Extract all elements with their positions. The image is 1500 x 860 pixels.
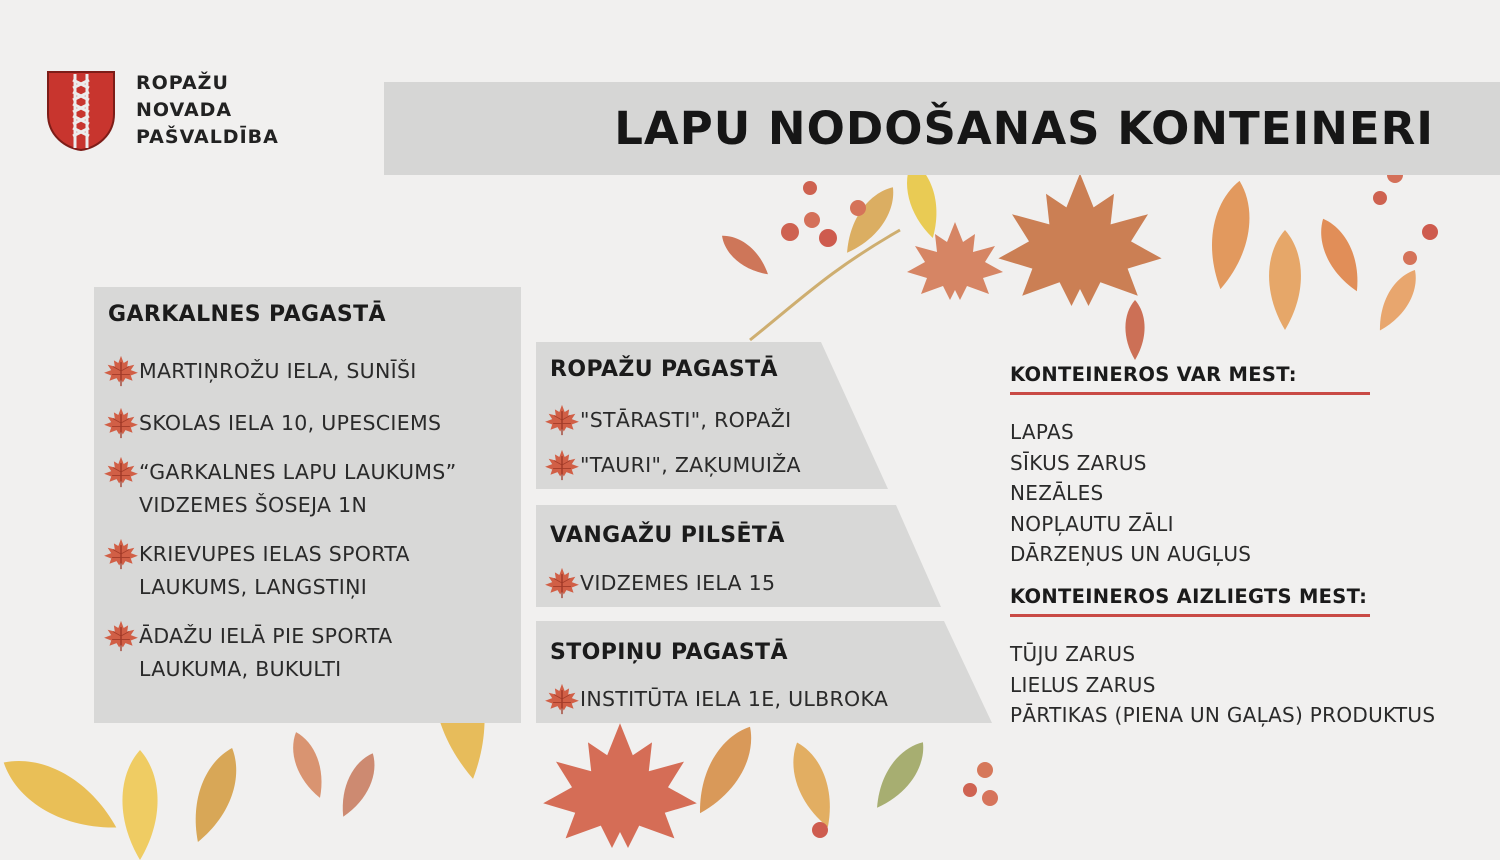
maple-leaf-icon <box>544 567 580 599</box>
location-item: SKOLAS IELA 10, UPESCIEMS <box>139 407 441 440</box>
forbidden-item: LIELUS ZARUS <box>1010 672 1156 697</box>
divider <box>1010 392 1370 395</box>
location-item: "TAURI", ZAĶUMUIŽA <box>580 449 801 482</box>
coat-of-arms-icon <box>46 70 116 152</box>
area-panel-vangazi <box>536 505 941 607</box>
location-item: VIDZEMES IELA 15 <box>580 567 775 600</box>
area-title: STOPIŅU PAGASTĀ <box>550 640 788 665</box>
area-panel-stopini <box>536 621 992 723</box>
maple-leaf-icon <box>103 456 139 488</box>
forbidden-item: TŪJU ZARUS <box>1010 642 1136 666</box>
area-title: VANGAŽU PILSĒTĀ <box>550 523 785 548</box>
maple-leaf-icon <box>103 538 139 570</box>
allowed-item: DĀRZEŅUS UN AUGĻUS <box>1010 542 1252 566</box>
title-banner <box>384 82 1500 175</box>
maple-leaf-icon <box>544 449 580 481</box>
forbidden-item: PĀRTIKAS (PIENA UN GAĻAS) PRODUKTUS <box>1010 703 1436 727</box>
allowed-heading: KONTEINEROS VAR MEST: <box>1010 363 1297 386</box>
maple-leaf-icon <box>103 620 139 652</box>
page-title: LAPU NODOŠANAS KONTEINERI <box>614 102 1434 155</box>
location-item: INSTITŪTA IELA 1E, ULBROKA <box>580 683 888 716</box>
maple-leaf-icon <box>544 404 580 436</box>
allowed-item: SĪKUS ZARUS <box>1010 450 1147 475</box>
allowed-item: NEZĀLES <box>1010 481 1104 505</box>
location-item: KRIEVUPES IELAS SPORTA LAUKUMS, LANGSTIŅI <box>139 538 410 604</box>
area-panel-ropazi <box>536 342 888 489</box>
maple-leaf-icon <box>103 407 139 439</box>
area-title: ROPAŽU PAGASTĀ <box>550 357 778 382</box>
maple-leaf-icon <box>103 355 139 387</box>
municipality-logo <box>46 70 286 152</box>
allowed-list <box>1010 417 1470 570</box>
allowed-items-section <box>1010 363 1470 570</box>
location-item: ĀDAŽU IELĀ PIE SPORTA LAUKUMA, BUKULTI <box>139 620 392 686</box>
area-panel-garkalne <box>94 287 521 723</box>
area-title: GARKALNES PAGASTĀ <box>108 302 386 327</box>
allowed-item: NOPĻAUTU ZĀLI <box>1010 511 1174 536</box>
location-item: “GARKALNES LAPU LAUKUMS” VIDZEMES ŠOSEJA 1N <box>139 456 457 522</box>
forbidden-heading: KONTEINEROS AIZLIEGTS MEST: <box>1010 585 1368 608</box>
forbidden-items-section <box>1010 585 1470 731</box>
maple-leaf-icon <box>544 683 580 715</box>
organization-name: ROPAŽU NOVADA PAŠVALDĪBA <box>136 72 279 148</box>
forbidden-list <box>1010 639 1470 731</box>
location-item: "STĀRASTI", ROPAŽI <box>580 404 791 437</box>
divider <box>1010 614 1370 617</box>
location-item: MARTIŅROŽU IELA, SUNĪŠI <box>139 355 417 388</box>
allowed-item: LAPAS <box>1010 420 1074 444</box>
